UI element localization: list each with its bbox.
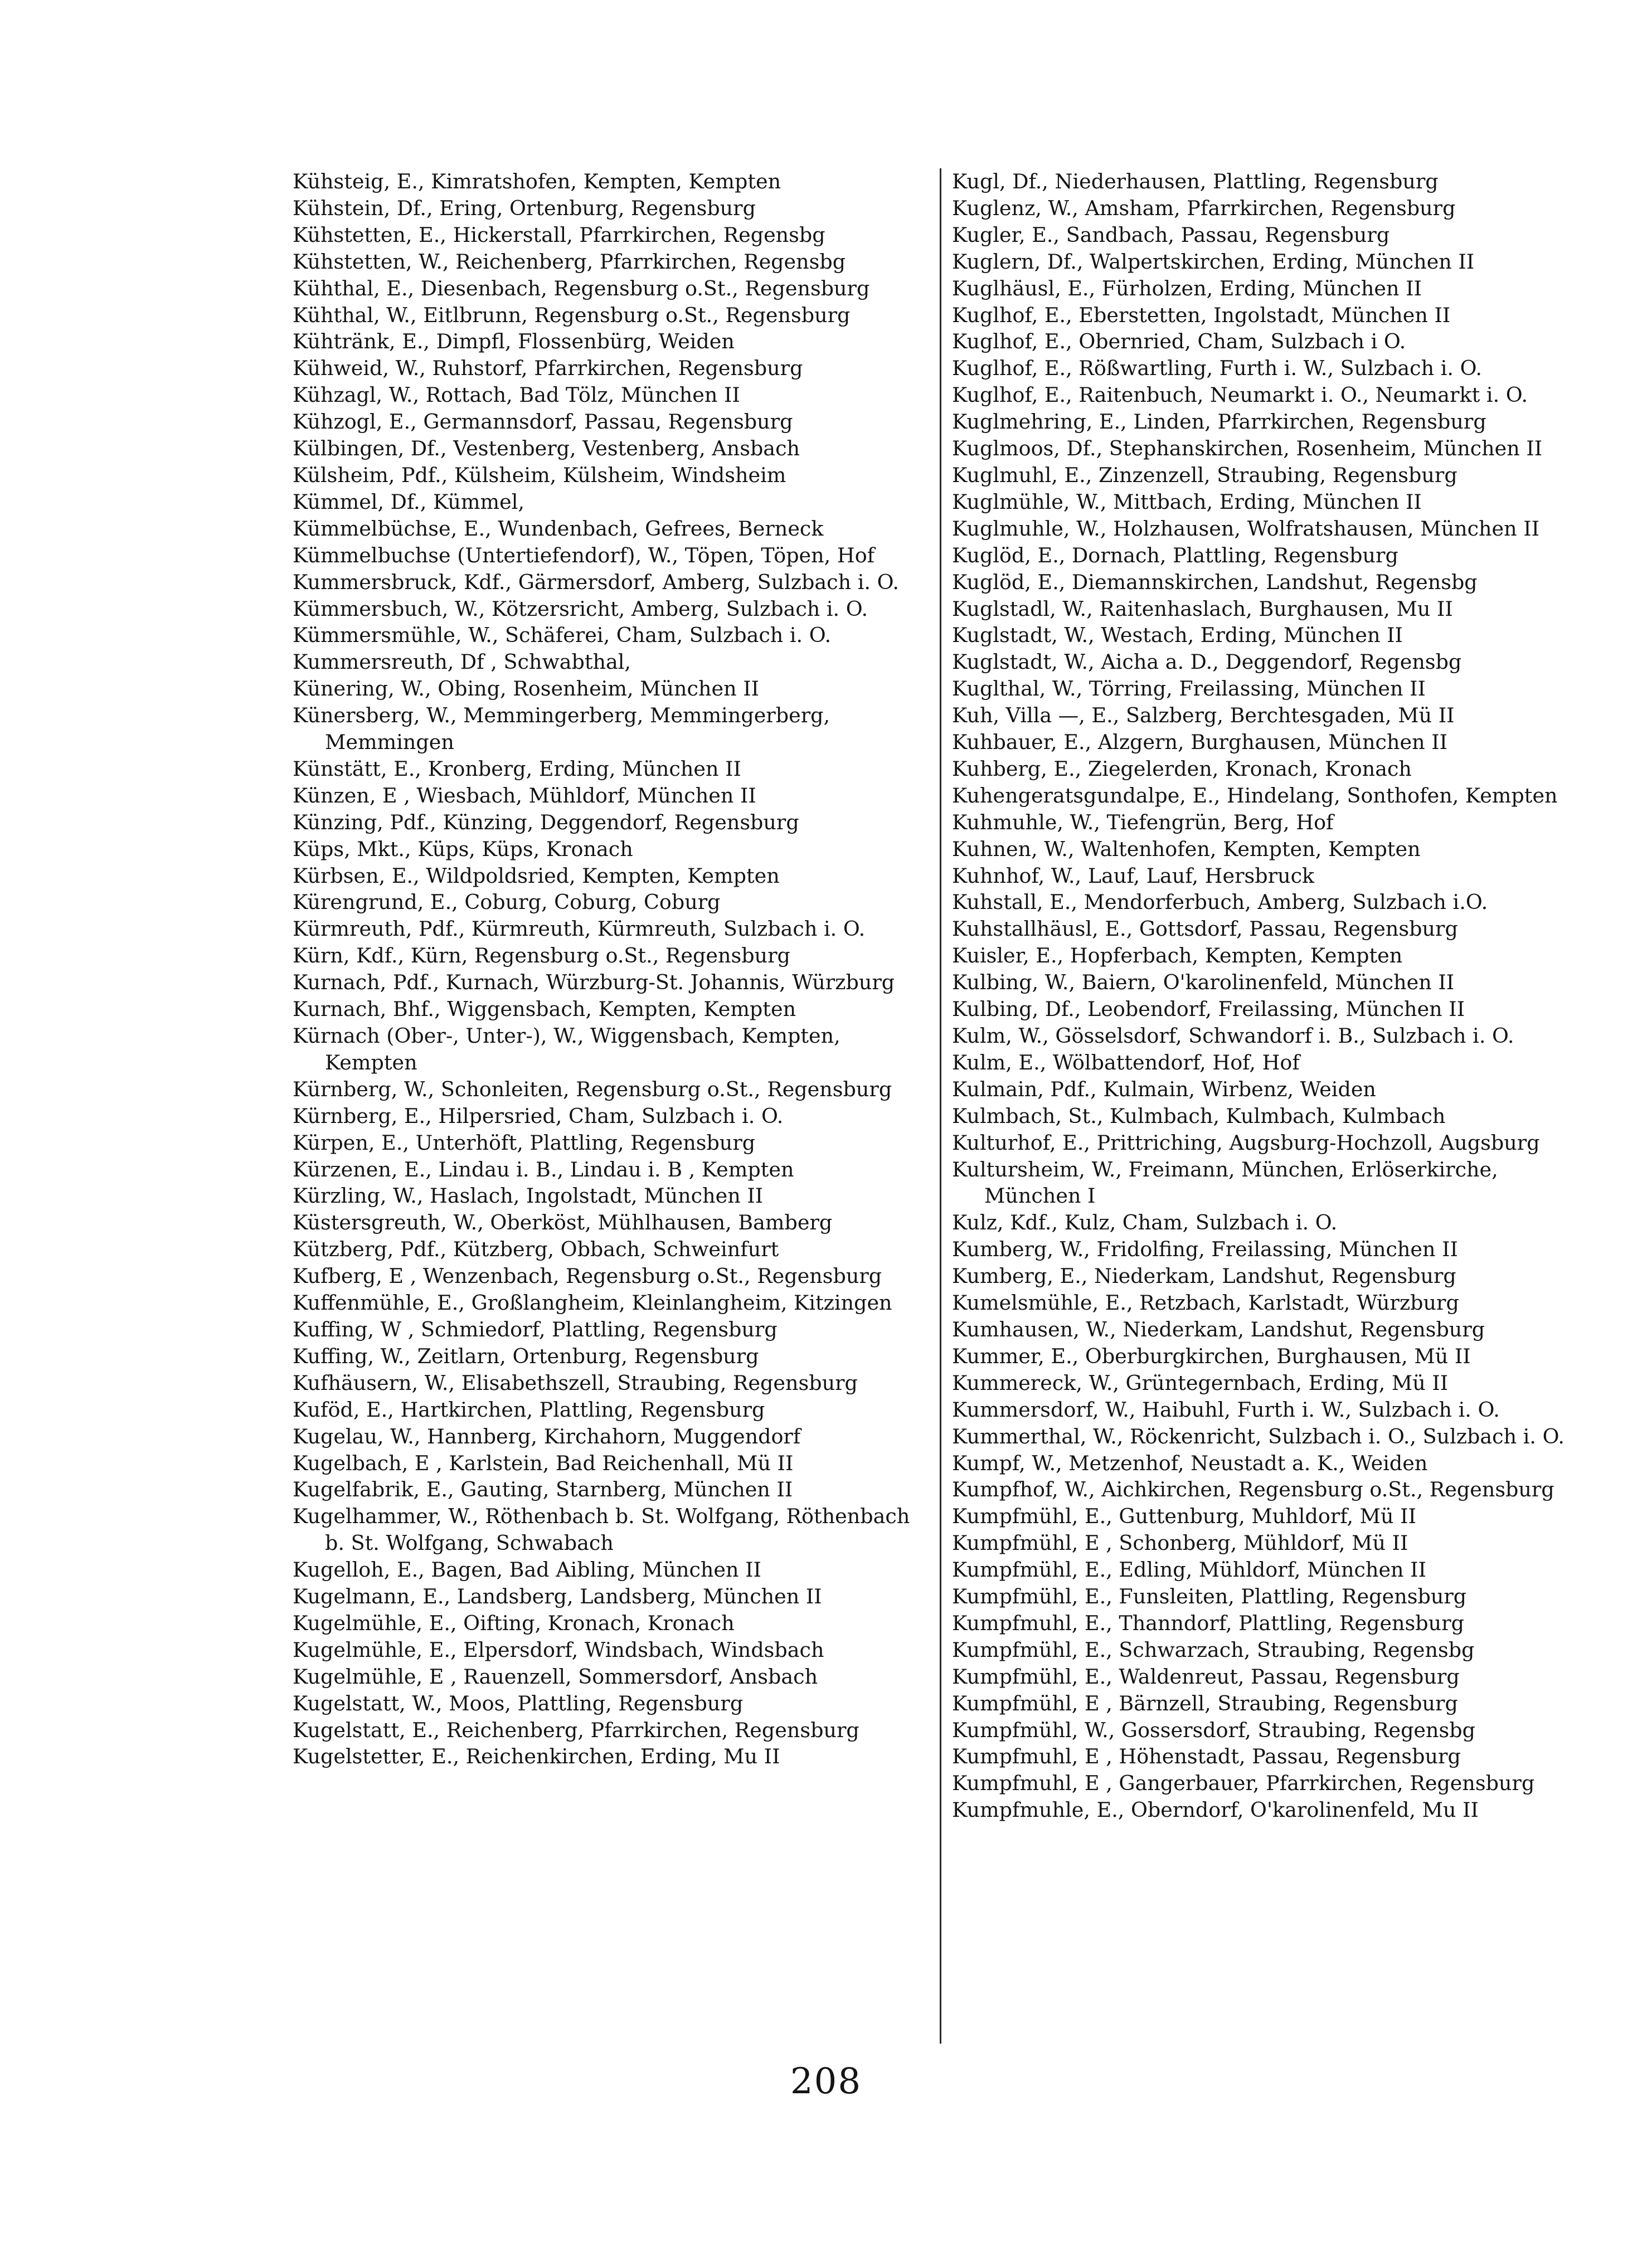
index-entry: Kümmelbuchse (Untertiefendorf), W., Töpen, Töpen, Hof [293, 543, 875, 567]
index-entry: Küstersgreuth, W., Oberköst, Mühlhausen, Bamberg [293, 1210, 833, 1235]
index-entry: Kühstein, Df., Ering, Ortenburg, Regensburg [293, 196, 756, 220]
index-entry: Kugelmann, E., Landsberg, Landsberg, München II [293, 1584, 822, 1609]
index-entry: Kumpfmuhle, E., Oberndorf, O'karolinenfeld, Mu II [952, 1798, 1479, 1822]
index-entry: Kumpfmuhl, E , Höhenstadt, Passau, Regensburg [952, 1744, 1461, 1769]
index-entry: Kuglhäusl, E., Fürholzen, Erding, München II [952, 276, 1422, 300]
index-entry: Kulz, Kdf., Kulz, Cham, Sulzbach i. O. [952, 1210, 1338, 1235]
index-entry: Kugl, Df., Niederhausen, Plattling, Regensburg [952, 169, 1439, 193]
index-entry: Kulmain, Pdf., Kulmain, Wirbenz, Weiden [952, 1077, 1376, 1101]
right-column [952, 168, 1577, 1824]
index-entry: Kulm, E., Wölbattendorf, Hof, Hof [952, 1050, 1300, 1074]
page-number: 208 [790, 2061, 862, 2102]
index-entry: Kuglmuhle, W., Holzhausen, Wolfratshausen, München II [952, 516, 1540, 541]
index-entry: Künstätt, E., Kronberg, Erding, München II [293, 756, 741, 781]
index-entry: Kumberg, W., Fridolfing, Freilassing, München II [952, 1237, 1458, 1262]
index-entry: Kürmreuth, Pdf., Kürmreuth, Kürmreuth, Sulzbach i. O. [293, 917, 866, 941]
index-entry: Kumelsmühle, E., Retzbach, Karlstadt, Würzburg [952, 1291, 1459, 1315]
index-entry: Kugelstetter, E., Reichenkirchen, Erding, Mu II [293, 1744, 780, 1769]
index-entry: Kumpfmühl, E., Edling, Mühldorf, München II [952, 1558, 1426, 1582]
index-entry: Kühstetten, W., Reichenberg, Pfarrkirchen, Regensbg [293, 249, 846, 274]
index-entry: Kühstetten, E., Hickerstall, Pfarrkirchen, Regensbg [293, 222, 825, 247]
index-entry: Kurnach, Bhf., Wiggensbach, Kempten, Kempten [293, 997, 796, 1022]
column-divider [940, 168, 941, 2044]
index-entry: Kühweid, W., Ruhstorf, Pfarrkirchen, Regensburg [293, 356, 803, 381]
index-entry: Kummersdorf, W., Haibuhl, Furth i. W., Sulzbach i. O. [952, 1397, 1500, 1422]
index-entry: Kulbing, W., Baiern, O'karolinenfeld, München II [952, 970, 1455, 995]
index-entry: Kumpfmühl, W., Gossersdorf, Straubing, Regensbg [952, 1718, 1476, 1742]
index-entry: Kulturhof, E., Prittriching, Augsburg-Hochzoll, Augsburg [952, 1130, 1540, 1155]
index-entry: Kümmersbuch, W., Kötzersricht, Amberg, Sulzbach i. O. [293, 596, 868, 621]
index-entry: Kugelloh, E., Bagen, Bad Aibling, München II [293, 1558, 761, 1582]
index-entry: Kumberg, E., Niederkam, Landshut, Regensburg [952, 1264, 1456, 1288]
index-entry: Kuföd, E., Hartkirchen, Plattling, Regensburg [293, 1397, 765, 1422]
index-entry: Kummereck, W., Grüntegernbach, Erding, Mü II [952, 1370, 1449, 1395]
index-entry: Kugelmühle, E , Rauenzell, Sommersdorf, Ansbach [293, 1664, 818, 1689]
index-entry: Kuhmuhle, W., Tiefengrün, Berg, Hof [952, 810, 1334, 834]
index-entry: Kühzagl, W., Rottach, Bad Tölz, München II [293, 383, 740, 407]
index-entry: Kürengrund, E., Coburg, Coburg, Coburg [293, 890, 721, 915]
index-entry: Kuglern, Df., Walpertskirchen, Erding, München II [952, 249, 1475, 274]
index-entry: Kürnberg, W., Schonleiten, Regensburg o.St., Regensburg [293, 1077, 892, 1101]
index-entry: Kützberg, Pdf., Kützberg, Obbach, Schweinfurt [293, 1237, 779, 1262]
index-entry: Kugelmühle, E., Oifting, Kronach, Kronach [293, 1611, 735, 1635]
index-entry: Kugelbach, E , Karlstein, Bad Reichenhall, Mü II [293, 1451, 794, 1475]
index-entry: Kuhengeratsgundalpe, E., Hindelang, Sonthofen, Kempten [952, 783, 1558, 808]
index-entry: Kuhnen, W., Waltenhofen, Kempten, Kempten [952, 837, 1421, 861]
index-entry: Kürzenen, E., Lindau i. B., Lindau i. B , Kempten [293, 1157, 794, 1181]
index-entry: Kuglmehring, E., Linden, Pfarrkirchen, Regensburg [952, 410, 1486, 434]
index-entry: Kufberg, E , Wenzenbach, Regensburg o.St., Regensburg [293, 1264, 882, 1288]
index-entry: Kuglmuhl, E., Zinzenzell, Straubing, Regensburg [952, 463, 1457, 487]
index-entry: Kürn, Kdf., Kürn, Regensburg o.St., Regensburg [293, 944, 790, 968]
index-entry: Kuglhof, E., Obernried, Cham, Sulzbach i O. [952, 329, 1406, 354]
left-column [293, 168, 918, 1770]
index-entry: Kugelstatt, W., Moos, Plattling, Regensburg [293, 1691, 744, 1715]
index-entry: Kümmel, Df., Kümmel, [293, 489, 525, 514]
index-entry: Kultursheim, W., Freimann, München, Erlöserkirche, München I [952, 1157, 1498, 1208]
index-entry: Kumpfmühl, E., Schwarzach, Straubing, Regensbg [952, 1637, 1475, 1662]
index-entry: Kürpen, E., Unterhöft, Plattling, Regensburg [293, 1130, 756, 1155]
index-entry: Kugelfabrik, E., Gauting, Starnberg, München II [293, 1477, 793, 1502]
index-entry: Kuhstallhäusl, E., Gottsdorf, Passau, Regensburg [952, 917, 1458, 941]
index-entry: Kühtränk, E., Dimpfl, Flossenbürg, Weiden [293, 329, 735, 354]
index-entry: Kugler, E., Sandbach, Passau, Regensburg [952, 222, 1390, 247]
index-entry: Kumpfmühl, E., Funsleiten, Plattling, Regensburg [952, 1584, 1467, 1609]
index-entry: Kürzling, W., Haslach, Ingolstadt, München II [293, 1184, 764, 1208]
index-entry: Kuglthal, W., Törring, Freilassing, München II [952, 677, 1426, 701]
index-entry: Kuglhof, E., Raitenbuch, Neumarkt i. O., Neumarkt i. O. [952, 383, 1528, 407]
index-entry: Kuglhof, E., Eberstetten, Ingolstadt, München II [952, 303, 1451, 327]
index-entry: Kumpfmuhl, E., Thanndorf, Plattling, Regensburg [952, 1611, 1464, 1635]
index-entry: Kümmelbüchse, E., Wundenbach, Gefrees, Berneck [293, 516, 824, 541]
index-entry: Kühzogl, E., Germannsdorf, Passau, Regensburg [293, 410, 793, 434]
index-entry: Kumpfmühl, E , Bärnzell, Straubing, Regensburg [952, 1691, 1458, 1715]
index-entry: Kuisler, E., Hopferbach, Kempten, Kempten [952, 944, 1403, 968]
index-entry: Kuglöd, E., Dornach, Plattling, Regensburg [952, 543, 1398, 567]
index-entry: Kummer, E., Oberburgkirchen, Burghausen, Mü II [952, 1344, 1471, 1368]
index-entry: Kühthal, W., Eitlbrunn, Regensburg o.St., Regensburg [293, 303, 851, 327]
index-entry: Kuhnhof, W., Lauf, Lauf, Hersbruck [952, 863, 1315, 888]
index-entry: Kugelau, W., Hannberg, Kirchahorn, Muggendorf [293, 1424, 801, 1448]
index-entry: Kuglstadl, W., Raitenhaslach, Burghausen, Mu II [952, 596, 1453, 621]
index-entry: Kuglstadt, W., Westach, Erding, München II [952, 623, 1403, 648]
index-entry: Künering, W., Obing, Rosenheim, München II [293, 677, 760, 701]
index-entry: Kuglhof, E., Rößwartling, Furth i. W., Sulzbach i. O. [952, 356, 1482, 381]
index-entry: Kuffenmühle, E., Großlangheim, Kleinlangheim, Kitzingen [293, 1291, 892, 1315]
index-entry: Kühsteig, E., Kimratshofen, Kempten, Kempten [293, 169, 781, 193]
index-entry: Kumpfmühl, E , Schonberg, Mühldorf, Mü II [952, 1531, 1408, 1555]
index-entry: Küps, Mkt., Küps, Küps, Kronach [293, 837, 633, 861]
index-entry: Kuglmühle, W., Mittbach, Erding, München II [952, 489, 1422, 514]
index-entry: Kuglenz, W., Amsham, Pfarrkirchen, Regensburg [952, 196, 1456, 220]
index-entry: Kugelhammer, W., Röthenbach b. St. Wolfgang, Röthenbach b. St. Wolfgang, Schwabach [293, 1504, 910, 1555]
index-entry: Kugelstatt, E., Reichenberg, Pfarrkirchen, Regensburg [293, 1718, 859, 1742]
index-entry: Kürnberg, E., Hilpersried, Cham, Sulzbach i. O. [293, 1103, 784, 1128]
index-entry: Kumpfmühl, E., Guttenburg, Muhldorf, Mü II [952, 1504, 1416, 1529]
index-entry: Kuffing, W , Schmiedorf, Plattling, Regensburg [293, 1317, 778, 1341]
index-entry: Kürnach (Ober-, Unter-), W., Wiggensbach, Kempten, Kempten [293, 1024, 840, 1074]
index-entry: Külbingen, Df., Vestenberg, Vestenberg, Ansbach [293, 436, 800, 461]
index-entry: Kufhäusern, W., Elisabethszell, Straubing, Regensburg [293, 1370, 858, 1395]
index-entry: Künersberg, W., Memmingerberg, Memmingerberg, Memmingen [293, 703, 830, 755]
index-entry: Kuh, Villa —, E., Salzberg, Berchtesgaden, Mü II [952, 703, 1455, 728]
index-entry: Kuhberg, E., Ziegelerden, Kronach, Kronach [952, 756, 1412, 781]
index-entry: Kuhbauer, E., Alzgern, Burghausen, München II [952, 730, 1448, 755]
index-entry: Kuglmoos, Df., Stephanskirchen, Rosenheim, München II [952, 436, 1543, 461]
index-entry: Kürbsen, E., Wildpoldsried, Kempten, Kempten [293, 863, 780, 888]
index-entry: Kuglstadt, W., Aicha a. D., Deggendorf, Regensbg [952, 650, 1462, 674]
index-entry: Kumhausen, W., Niederkam, Landshut, Regensburg [952, 1317, 1485, 1341]
index-entry: Kühthal, E., Diesenbach, Regensburg o.St., Regensburg [293, 276, 870, 300]
index-entry: Kulbing, Df., Leobendorf, Freilassing, München II [952, 997, 1465, 1022]
index-entry: Kummersbruck, Kdf., Gärmersdorf, Amberg, Sulzbach i. O. [293, 570, 899, 594]
index-entry: Kulm, W., Gösselsdorf, Schwandorf i. B., Sulzbach i. O. [952, 1024, 1514, 1048]
index-entry: Külsheim, Pdf., Külsheim, Külsheim, Windsheim [293, 463, 786, 487]
index-entry: Kümmersmühle, W., Schäferei, Cham, Sulzbach i. O. [293, 623, 832, 648]
index-entry: Künzing, Pdf., Künzing, Deggendorf, Regensburg [293, 810, 799, 834]
index-entry: Kumpf, W., Metzenhof, Neustadt a. K., Weiden [952, 1451, 1428, 1475]
index-entry: Kumpfmühl, E., Waldenreut, Passau, Regensburg [952, 1664, 1460, 1689]
index-entry: Kulmbach, St., Kulmbach, Kulmbach, Kulmbach [952, 1103, 1446, 1128]
index-entry: Kumpfmuhl, E , Gangerbauer, Pfarrkirchen, Regensburg [952, 1771, 1535, 1796]
index-entry: Künzen, E , Wiesbach, Mühldorf, München II [293, 783, 756, 808]
index-entry: Kugelmühle, E., Elpersdorf, Windsbach, Windsbach [293, 1637, 824, 1662]
index-entry: Kuhstall, E., Mendorferbuch, Amberg, Sulzbach i.O. [952, 890, 1488, 915]
index-entry: Kummersreuth, Df , Schwabthal, [293, 650, 631, 674]
index-entry: Kummerthal, W., Röckenricht, Sulzbach i. O., Sulzbach i. O. [952, 1424, 1564, 1448]
index-entry: Kurnach, Pdf., Kurnach, Würzburg-St. Johannis, Würzburg [293, 970, 895, 995]
index-entry: Kumpfhof, W., Aichkirchen, Regensburg o.St., Regensburg [952, 1477, 1554, 1502]
index-entry: Kuffing, W., Zeitlarn, Ortenburg, Regensburg [293, 1344, 759, 1368]
index-entry: Kuglöd, E., Diemannskirchen, Landshut, Regensbg [952, 570, 1478, 594]
